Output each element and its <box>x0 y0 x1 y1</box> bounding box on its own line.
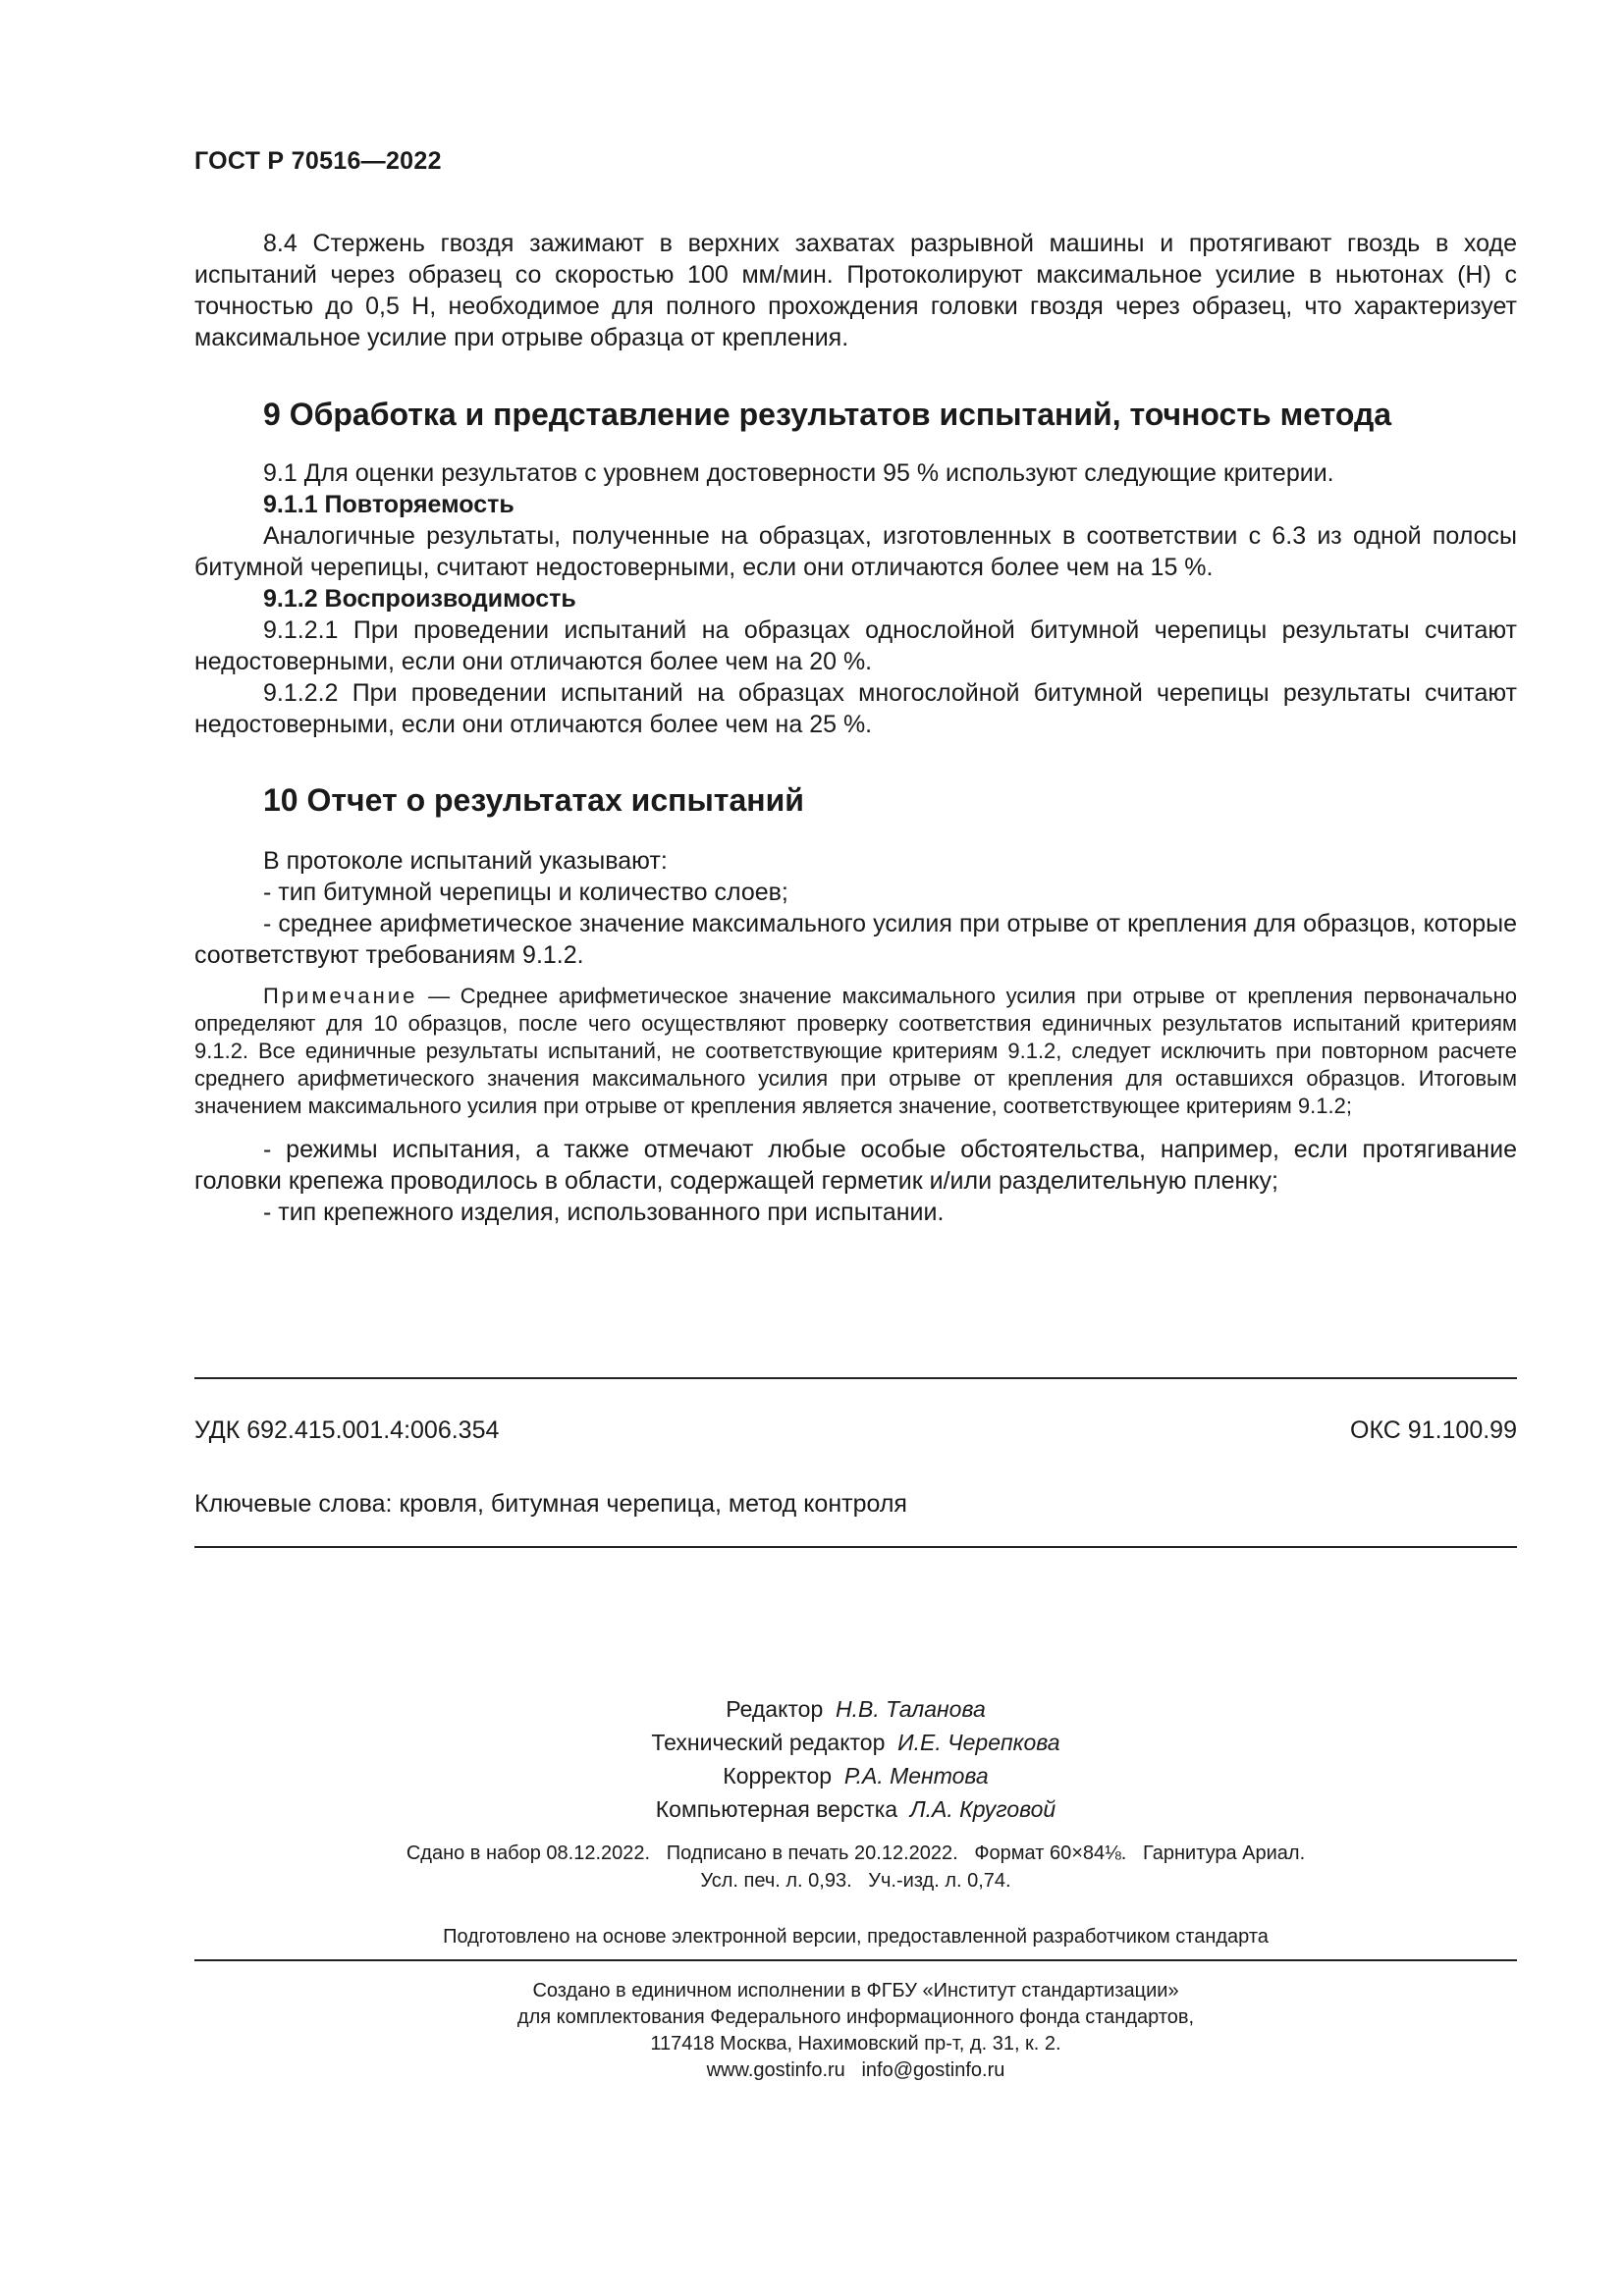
report-item-2: - среднее арифметическое значение максимального усилия при отрыве от крепления для образцов, которые соответствуют требованиям 9.1.2. <box>194 910 1517 969</box>
publisher-line-3: 117418 Москва, Нахимовский пр-т, д. 31, к. 2. <box>650 2033 1061 2055</box>
imprint-line-1: Сдано в набор 08.12.2022. Подписано в печать 20.12.2022. Формат 60×84⅛. Гарнитура Ариал. <box>406 1842 1306 1864</box>
oks-code: ОКС 91.100.99 <box>1350 1416 1517 1444</box>
standard-header: ГОСТ Р 70516—2022 <box>194 147 442 175</box>
note-label: Примечание <box>263 984 418 1008</box>
paragraph-8-4: 8.4 Стержень гвоздя зажимают в верхних захватах разрывной машины и протягивают гвоздь в ходе испытаний через образец со скоростью 100 мм/мин. Протоколируют максимальное усилие в ньютонах (Н) с точностью до 0,5 Н, необходимое для полного прохождения головки гвоздя через образец, что характеризует максимальное усилие при отрыве образца от крепления. <box>194 230 1517 351</box>
note-text: — Среднее арифметическое значение максимального усилия при отрыве от крепления первоначально определяют для 10 образцов, после чего осуществляют проверку соответствия единичных результатов испытаний критериям 9.1.2. Все единичные результаты испытаний, не соответствующие критериям 9.1.2, следует исключить при повторном расчете среднего арифметического значения максимального усилия при отрыве от крепления для оставшихся образцов. Итоговым значением максимального усилия при отрыве от крепления является значение, соответствующее критериям 9.1.2; <box>194 984 1517 1118</box>
keywords: Ключевые слова: кровля, битумная черепица, метод контроля <box>194 1490 907 1518</box>
paragraph-9-1: 9.1 Для оценки результатов с уровнем достоверности 95 % используют следующие критерии. <box>263 459 1334 487</box>
credit-editor: Редактор Н.В. Таланова <box>726 1696 986 1722</box>
report-item-1: - тип битумной черепицы и количество слоев; <box>263 879 788 906</box>
udk-code: УДК 692.415.001.4:006.354 <box>194 1416 500 1444</box>
classification-row <box>194 1416 1517 1445</box>
credit-layout: Компьютерная верстка Л.А. Круговой <box>655 1796 1056 1822</box>
publisher-line-1: Создано в единичном исполнении в ФГБУ «Институт стандартизации» <box>532 1980 1179 2002</box>
imprint-line-2: Усл. печ. л. 0,93. Уч.-изд. л. 0,74. <box>700 1870 1011 1892</box>
paragraph-9-1-2-1: 9.1.2.1 При проведении испытаний на образцах однослойной битумной черепицы результаты считают недостоверными, если они отличаются более чем на 20 %. <box>194 616 1517 675</box>
publisher-rule <box>194 1959 1517 1961</box>
credits-block <box>194 1692 1517 1826</box>
publisher-line-2: для комплектования Федерального информационного фонда стандартов, <box>516 2006 1195 2028</box>
credit-tech-editor: Технический редактор И.Е. Черепкова <box>651 1730 1060 1755</box>
note-block <box>194 983 1517 1120</box>
report-item-3: - режимы испытания, а также отмечают любые особые обстоятельства, например, если протягивание головки крепежа проводилось в области, содержащей герметик и/или разделительную пленку; <box>194 1136 1517 1195</box>
bibliography-bottom-rule <box>194 1546 1517 1548</box>
section-10 <box>194 780 1517 1228</box>
section-8-paragraph-block <box>194 228 1517 353</box>
bibliography-top-rule <box>194 1377 1517 1379</box>
paragraph-9-1-1: Аналогичные результаты, полученные на образцах, изготовленных в соответствии с 6.3 из одной полосы битумной черепицы, считают недостоверными, если они отличаются более чем на 15 %. <box>194 522 1517 581</box>
section-9 <box>194 395 1517 740</box>
publisher-contacts: www.gostinfo.ru info@gostinfo.ru <box>706 2059 1005 2081</box>
credit-corrector: Корректор Р.А. Ментова <box>723 1763 989 1789</box>
report-item-4: - тип крепежного изделия, использованного при испытании. <box>263 1199 945 1226</box>
document-page <box>194 0 1517 2296</box>
paragraph-9-1-2-2: 9.1.2.2 При проведении испытаний на образцах многослойной битумной черепицы результаты считают недостоверными, если они отличаются более чем на 25 %. <box>194 679 1517 738</box>
section-9-title: 9 Обработка и представление результатов испытаний, точность метода <box>263 397 1392 432</box>
prepared-note: Подготовлено на основе электронной версии, предоставленной разработчиком стандарта <box>443 1926 1269 1948</box>
heading-9-1-1: 9.1.1 Повторяемость <box>263 491 514 518</box>
section-10-title: 10 Отчет о результатах испытаний <box>263 782 804 818</box>
heading-9-1-2: 9.1.2 Воспроизводимость <box>263 585 576 613</box>
report-intro: В протоколе испытаний указывают: <box>263 847 668 875</box>
